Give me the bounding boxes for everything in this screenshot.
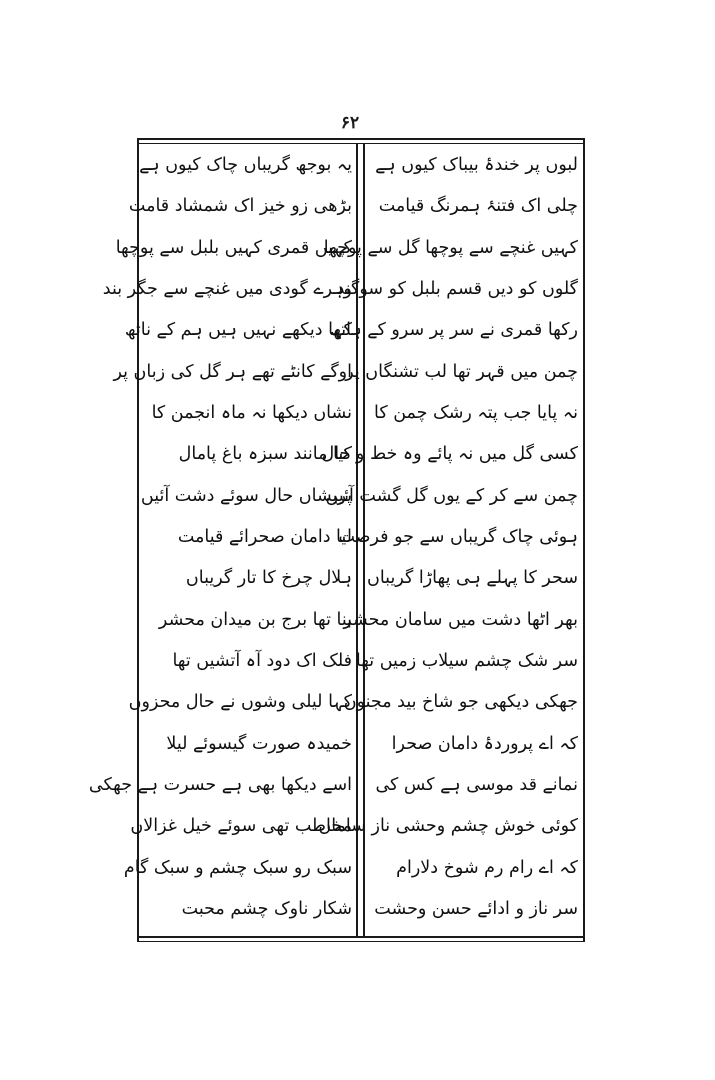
top-border-rule <box>137 138 585 140</box>
verse-line: خمیدہ صورت گیسوئے لیلا <box>166 733 352 754</box>
verse-line: رکھا قمری نے سر پر سرو کے ہاتھ <box>330 320 578 341</box>
verse-line: سر ناز و ادائے حسن وحشت <box>374 898 578 919</box>
page-number: ۶۲ <box>340 113 360 133</box>
verse-line: ہوئی چاک گریباں سے جو فرصت <box>338 526 578 547</box>
bottom-border-inner-rule <box>137 941 585 942</box>
verse-line: کوئی خوش چشم وحشی ناز ساماں <box>318 816 578 837</box>
verse-line: سر شک چشم سیلاب زمیں تھا <box>355 650 578 671</box>
verse-line: کسی گل میں نہ پائے وہ خط و خال <box>321 444 578 465</box>
verse-line: شکار ناوک چشم محبت <box>181 898 352 919</box>
verse-line: جھکی دیکھی جو شاخ بید مجنوں <box>343 692 578 713</box>
verse-line: اوگے کانٹے تھے ہر گل کی زباں پر <box>113 361 352 382</box>
bottom-border-rule <box>137 936 585 938</box>
verse-line: کیا مانند سبزہ باغ پامال <box>178 444 352 465</box>
verse-line: کہا لیلی وشوں نے حال محزوں <box>128 692 352 713</box>
top-border-inner-rule <box>137 143 585 144</box>
verse-line: لبوں پر خندۂ بیباک کیوں ہے <box>375 155 578 175</box>
verse-line: سبک رو سبک چشم و سبک گام <box>123 857 352 878</box>
verse-line: چلی اک فتنۂ ہمرنگ قیامت <box>378 196 578 217</box>
right-border-rule <box>583 138 585 942</box>
verse-line: فلک اک دود آہ آتشیں تھا <box>172 650 352 671</box>
verse-line: کہا دیکھے نہیں ہیں ہم کے ناتھ <box>124 320 352 341</box>
right-text-column <box>318 152 578 922</box>
verse-line: چمن سے کر کے یوں گل گشت آئیں <box>325 485 578 506</box>
verse-line: نہ پایا جب پتہ رشک چمن کا <box>373 402 578 423</box>
verse-line: بھر اٹھا دشت میں سامان محشر <box>343 609 578 630</box>
verse-line: نشاں دیکھا نہ ماہ انجمن کا <box>151 402 352 423</box>
verse-line: کہ اے رام رم شوخ دلارام <box>396 857 578 878</box>
verse-line: لیا دامان صحرائے قیامت <box>177 526 352 547</box>
verse-line: پریشاں حال سوئے دشت آئیں <box>140 485 352 506</box>
verse-line: نمانے قد موسی ہے کس کی <box>375 774 578 795</box>
verse-line: یہ بوجھ گریباں چاک کیوں ہے <box>139 155 352 175</box>
verse-line: کہیں غنچے سے پوچھا گل سے پوچھا <box>323 237 578 258</box>
verse-line: اسے دیکھا بھی ہے حسرت ہے جھکی <box>88 774 352 795</box>
verse-line: مخاطب تھی سوئے خیل غزالاں <box>130 816 352 837</box>
verse-line: سحر کا پہلے ہی پھاڑا گریباں <box>366 568 578 589</box>
verse-line: کہیں قمری کہیں بلبل سے پوچھا <box>115 237 352 258</box>
verse-line: کہ اے پروردۂ دامان صحرا <box>391 733 578 754</box>
verse-line: چمن میں قہر تھا لب تشنگاں پر <box>345 361 578 382</box>
verse-line: ہلال چرخ کا تار گریباں <box>185 568 352 589</box>
left-text-column <box>88 152 352 922</box>
verse-line: بڑھی زو خیز اک شمشاد قامت <box>128 196 352 217</box>
verse-line: گلوں کو دیں قسم بلبل کو سوگند <box>336 278 578 299</box>
verse-line: وہرے گودی میں غنچے سے جگر بند <box>102 278 352 299</box>
verse-line: بنا تھا برج بن میدان محشر <box>158 609 352 630</box>
